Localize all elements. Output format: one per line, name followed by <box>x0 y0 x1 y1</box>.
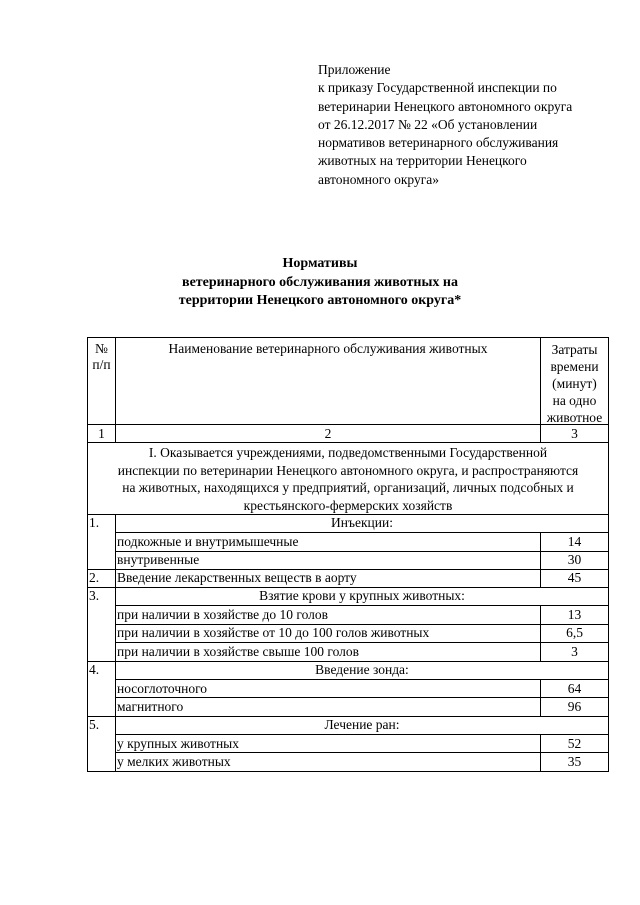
row-name: у мелких животных <box>117 754 231 769</box>
row-name: Введение лекарственных веществ в аорту <box>117 570 357 585</box>
row-name: подкожные и внутримышечные <box>117 534 299 549</box>
header-number-abbr: п/п <box>92 357 111 372</box>
row-value: 30 <box>567 552 582 567</box>
appendix-line: от 26.12.2017 № 22 «Об установлении <box>318 116 538 132</box>
header-time <box>541 341 608 426</box>
row-name: у крупных животных <box>117 736 240 751</box>
group-number: 1. <box>89 515 100 530</box>
section-line: I. Оказывается учреждениями, подведомственными Государственной <box>148 445 548 460</box>
group-title: Введение зонда: <box>315 662 409 677</box>
header-service-name: Наименование ветеринарного обслуживания животных <box>168 341 488 356</box>
colnum-3: 3 <box>571 426 578 441</box>
title-line: ветеринарного обслуживания животных на <box>182 274 458 290</box>
colnum-2: 2 <box>324 426 332 441</box>
row-value: 35 <box>567 754 582 769</box>
header-number-sign: № <box>95 341 108 356</box>
group-number: 3. <box>89 588 100 603</box>
section-heading <box>88 444 608 514</box>
header-time-line: (минут) <box>552 376 597 391</box>
group-number: 4. <box>89 662 100 677</box>
row-name: магнитного <box>117 699 184 714</box>
appendix-line: автономного округа» <box>318 171 439 187</box>
colnum-1: 1 <box>98 426 105 441</box>
row-value: 45 <box>567 570 582 585</box>
row-value: 64 <box>567 681 582 696</box>
header-number <box>88 341 115 373</box>
group-number: 2. <box>89 570 100 585</box>
row-name: при наличии в хозяйстве свыше 100 голов <box>117 644 359 659</box>
row-name: носоглоточного <box>117 681 208 696</box>
row-name: внутривенные <box>117 552 200 567</box>
appendix-line: к приказу Государственной инспекции по <box>318 80 557 96</box>
section-line: инспекции по ветеринарии Ненецкого автономного округа, и распространяются <box>117 462 579 478</box>
section-line: крестьянского-фермерских хозяйств <box>243 497 453 513</box>
title-line: Нормативы <box>282 256 358 271</box>
group-title: Лечение ран: <box>324 717 400 732</box>
row-value: 14 <box>567 534 582 549</box>
group-number: 5. <box>89 717 100 732</box>
header-time-line: времени <box>550 359 599 374</box>
row-value: 52 <box>567 736 582 751</box>
section-line: на животных, находящихся у предприятий, организаций, личных подсобных и <box>122 480 574 495</box>
title-line: территории Ненецкого автономного округа* <box>178 293 462 308</box>
appendix-line: животных на территории Ненецкого <box>318 153 527 169</box>
row-name: при наличии в хозяйстве до 10 голов <box>117 607 329 622</box>
header-time-line: животное <box>546 410 603 425</box>
row-value: 96 <box>567 699 582 714</box>
header-time-line: Затраты <box>551 342 598 357</box>
appendix-line: Приложение <box>318 62 391 77</box>
group-title: Взятие крови у крупных животных: <box>259 588 465 603</box>
row-value: 13 <box>567 607 582 622</box>
appendix-line: ветеринарии Ненецкого автономного округа <box>318 98 573 114</box>
appendix-line: нормативов ветеринарного обслуживания <box>318 135 559 151</box>
group-title: Инъекции: <box>331 515 393 530</box>
row-value: 3 <box>571 644 578 659</box>
row-name: при наличии в хозяйстве от 10 до 100 голов животных <box>117 625 430 640</box>
row-value: 6,5 <box>566 625 583 640</box>
header-time-line: на одно <box>552 393 597 408</box>
